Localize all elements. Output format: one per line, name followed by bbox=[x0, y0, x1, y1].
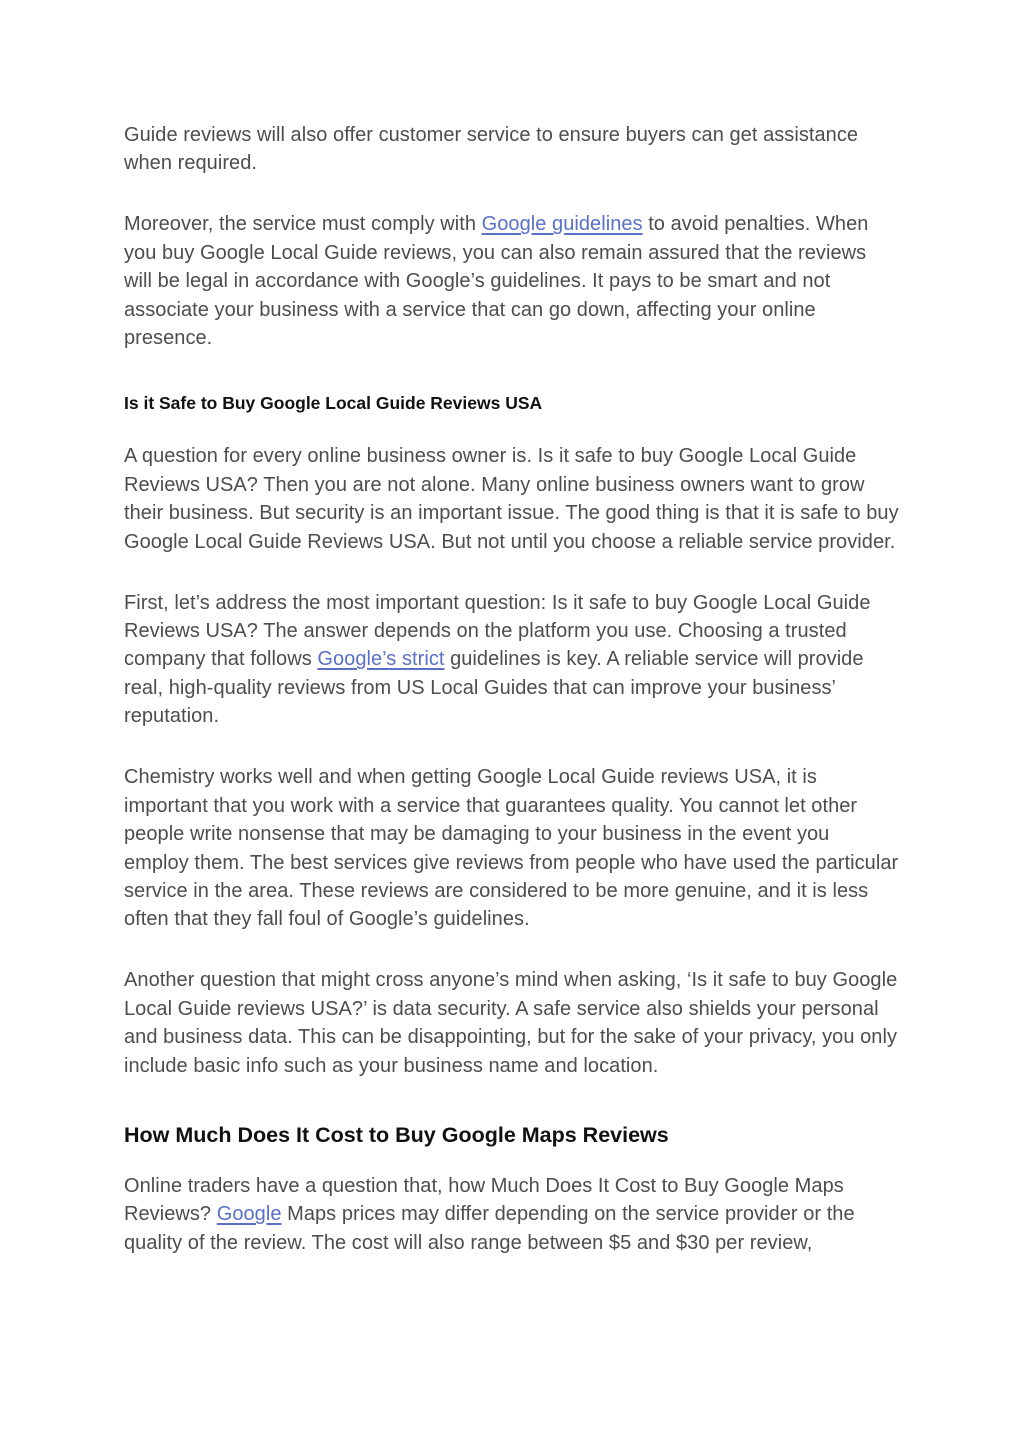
paragraph-text: Moreover, the service must comply with bbox=[124, 213, 482, 236]
paragraph-text: Guide reviews will also offer customer service to ensure buyers can get assistance when required. bbox=[124, 124, 859, 175]
paragraph-most-important-question bbox=[124, 589, 899, 731]
google-link[interactable]: Google bbox=[216, 1203, 282, 1226]
paragraph-online-traders bbox=[124, 1172, 899, 1257]
document-page bbox=[124, 121, 899, 1257]
heading-how-much-cost: How Much Does It Cost to Buy Google Maps Reviews bbox=[124, 1122, 669, 1147]
paragraph-comply-guidelines bbox=[124, 210, 899, 352]
paragraph-text: Another question that might cross anyone’s mind when asking, ‘Is it safe to buy Google Local Guide reviews USA?’ is data security. A safe service also shields your personal and business data. This can be disappointing, but for the sake of your privacy, you only include basic info such as your business name and location. bbox=[124, 969, 898, 1077]
paragraph-text: guidelines is key. A reliable service will provide real, high-quality reviews from US Local Guides that can improve your business’ reputation. bbox=[124, 648, 864, 728]
paragraph-customer-service bbox=[124, 121, 899, 178]
paragraph-text: Maps prices may differ depending on the service provider or the quality of the review. The cost will also range between $5 and $30 per review, bbox=[124, 1203, 855, 1254]
googles-strict-link[interactable]: Google’s strict bbox=[317, 648, 445, 671]
paragraph-text: Chemistry works well and when getting Google Local Guide reviews USA, it is important that you work with a service that guarantees quality. You cannot let other people write nonsense that may be damaging to your business in the event you employ them. The best services give reviews from people who have used the particular service in the area. These reviews are considered to be more genuine, and it is less often that they fall foul of Google’s guidelines. bbox=[124, 766, 899, 931]
heading-is-it-safe: Is it Safe to Buy Google Local Guide Reviews USA bbox=[124, 393, 543, 414]
paragraph-text: to avoid penalties. When you buy Google Local Guide reviews, you can also remain assured that the reviews will be legal in accordance with Google’s guidelines. It pays to be smart and not associate your business with a service that can go down, affecting your online presence. bbox=[124, 213, 869, 350]
paragraph-text: Online traders have a question that, how Much Does It Cost to Buy Google Maps Reviews? bbox=[124, 1174, 844, 1226]
paragraph-question-owner bbox=[124, 442, 899, 556]
paragraph-text: First, let’s address the most important question: Is it safe to buy Google Local Guide Reviews USA? The answer depends on the platform you use. Choosing a trusted company that follows bbox=[124, 591, 871, 671]
paragraph-chemistry bbox=[124, 763, 899, 933]
paragraph-data-security bbox=[124, 966, 899, 1080]
google-guidelines-link[interactable]: Google guidelines bbox=[481, 213, 643, 236]
paragraph-text: A question for every online business owner is. Is it safe to buy Google Local Guide Reviews USA? Then you are not alone. Many online business owners want to grow their business. But security is an important issue. The good thing is that it is safe to buy Google Local Guide Reviews USA. But not until you choose a reliable service provider. bbox=[124, 445, 899, 553]
